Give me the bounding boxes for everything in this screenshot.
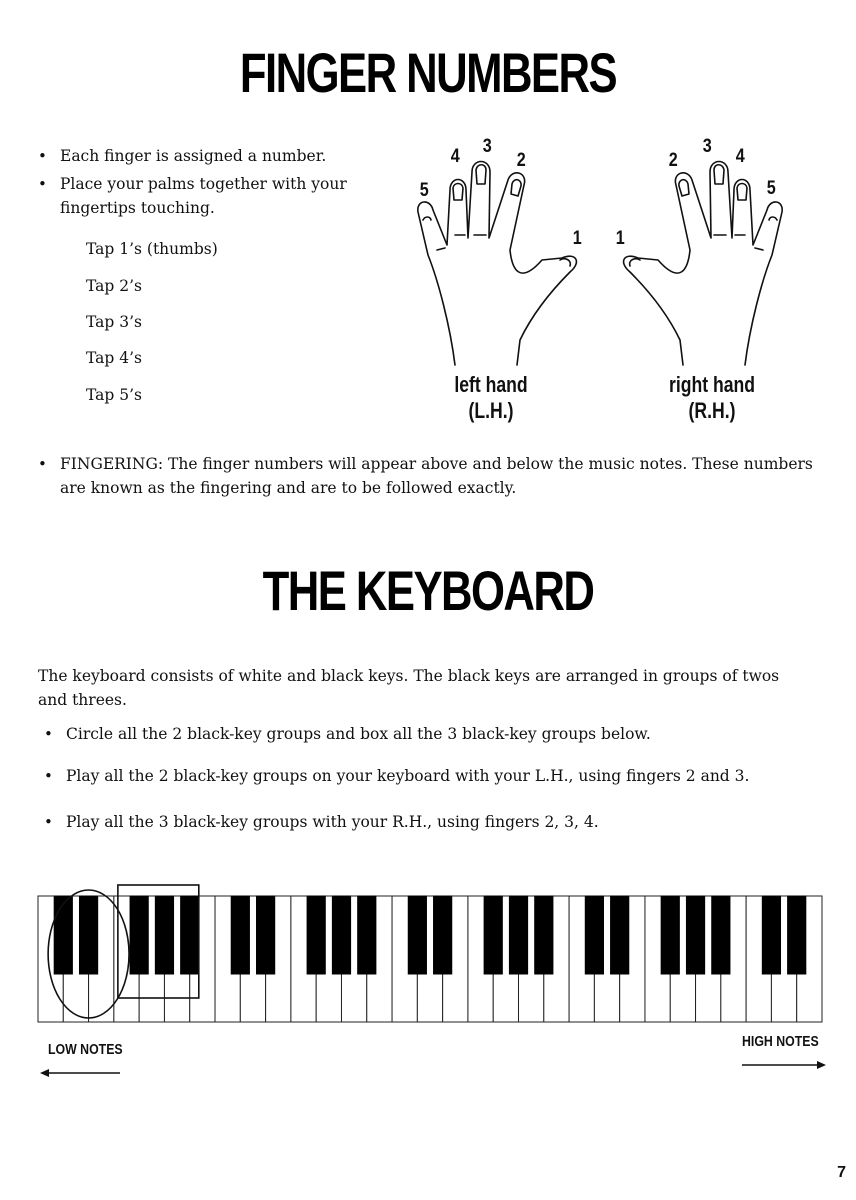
bullet-dot: •: [38, 455, 47, 473]
black-key: [434, 896, 452, 974]
bullet-text: Each finger is assigned a number.: [60, 147, 327, 165]
left-finger-5: 5: [419, 180, 429, 201]
right-finger-4: 4: [735, 146, 745, 167]
black-key: [181, 896, 199, 974]
fingering-line1: FINGERING: The finger numbers will appear above and below the music notes. These numbers: [60, 455, 813, 473]
black-key: [332, 896, 350, 974]
black-key: [54, 896, 72, 974]
left-finger-3: 3: [482, 136, 492, 157]
black-key: [257, 896, 275, 974]
left-hand-abbrev: (L.H.): [468, 398, 514, 423]
tap-instruction: Tap 5’s: [86, 386, 142, 404]
bullet-lh-groups: [44, 764, 749, 788]
page-number: 7: [837, 1164, 846, 1181]
keyboard-title: THE KEYBOARD: [262, 559, 594, 622]
bullet-text-line1: Place your palms together with your: [60, 175, 347, 193]
black-key: [611, 896, 629, 974]
black-key: [155, 896, 173, 974]
low-notes-arrow-icon: [40, 1066, 122, 1080]
black-key: [585, 896, 603, 974]
right-hand-drawing: [624, 162, 783, 366]
hands-illustration: [400, 140, 800, 390]
right-hand-label: [664, 372, 760, 424]
left-finger-1: 1: [572, 228, 582, 249]
left-hand-name: left hand: [454, 372, 528, 397]
right-finger-1: 1: [615, 228, 625, 249]
right-finger-2: 2: [668, 150, 678, 171]
high-notes-arrow-icon: [742, 1058, 826, 1072]
keyboard-intro-line2: and threes.: [38, 691, 127, 709]
black-key: [307, 896, 325, 974]
right-finger-3: 3: [702, 136, 712, 157]
keyboard-intro: [38, 664, 779, 712]
left-finger-2: 2: [516, 150, 526, 171]
tap-instruction: Tap 4’s: [86, 349, 142, 367]
tap-instruction: Tap 1’s (thumbs): [86, 240, 218, 258]
black-key: [358, 896, 376, 974]
bullet-palms-together: [38, 172, 347, 220]
finger-numbers-title: FINGER NUMBERS: [239, 41, 617, 104]
black-key: [231, 896, 249, 974]
bullet-dot: •: [44, 813, 53, 831]
black-key: [130, 896, 148, 974]
black-key: [408, 896, 426, 974]
black-key: [535, 896, 553, 974]
left-finger-4: 4: [450, 146, 460, 167]
left-hand-drawing: [418, 162, 577, 366]
black-key: [484, 896, 502, 974]
bullet-dot: •: [44, 767, 53, 785]
bullet-circle-box: [44, 722, 651, 746]
high-notes-label: HIGH NOTES: [742, 1034, 819, 1050]
bullet-dot: •: [44, 725, 53, 743]
keyboard-intro-line1: The keyboard consists of white and black keys. The black keys are arranged in groups of twos: [38, 667, 780, 685]
bullet-text: Circle all the 2 black-key groups and box all the 3 black-key groups below.: [66, 725, 651, 743]
bullet-fingering: [38, 452, 828, 500]
bullet-text: Play all the 2 black-key groups on your keyboard with your L.H., using fingers 2 and 3.: [66, 767, 750, 785]
left-hand-label: [443, 372, 539, 424]
piano-keyboard: [30, 880, 830, 1030]
tap-instruction: Tap 2’s: [86, 277, 142, 295]
bullet-rh-groups: [44, 810, 599, 834]
black-key: [661, 896, 679, 974]
right-hand-abbrev: (R.H.): [688, 398, 736, 423]
black-key: [788, 896, 806, 974]
black-key: [712, 896, 730, 974]
bullet-text: Play all the 3 black-key groups with your R.H., using fingers 2, 3, 4.: [66, 813, 599, 831]
bullet-dot: •: [38, 147, 47, 165]
bullet-text-line2: fingertips touching.: [60, 199, 215, 217]
black-key: [79, 896, 97, 974]
black-key: [509, 896, 527, 974]
right-hand-name: right hand: [668, 372, 756, 397]
low-notes-label: LOW NOTES: [48, 1042, 123, 1058]
fingering-line2: are known as the fingering and are to be followed exactly.: [60, 479, 517, 497]
right-finger-5: 5: [766, 178, 776, 199]
bullet-dot: •: [38, 175, 47, 193]
tap-instruction: Tap 3’s: [86, 313, 142, 331]
black-key: [762, 896, 780, 974]
bullet-finger-assigned: [38, 144, 326, 168]
black-key: [686, 896, 704, 974]
